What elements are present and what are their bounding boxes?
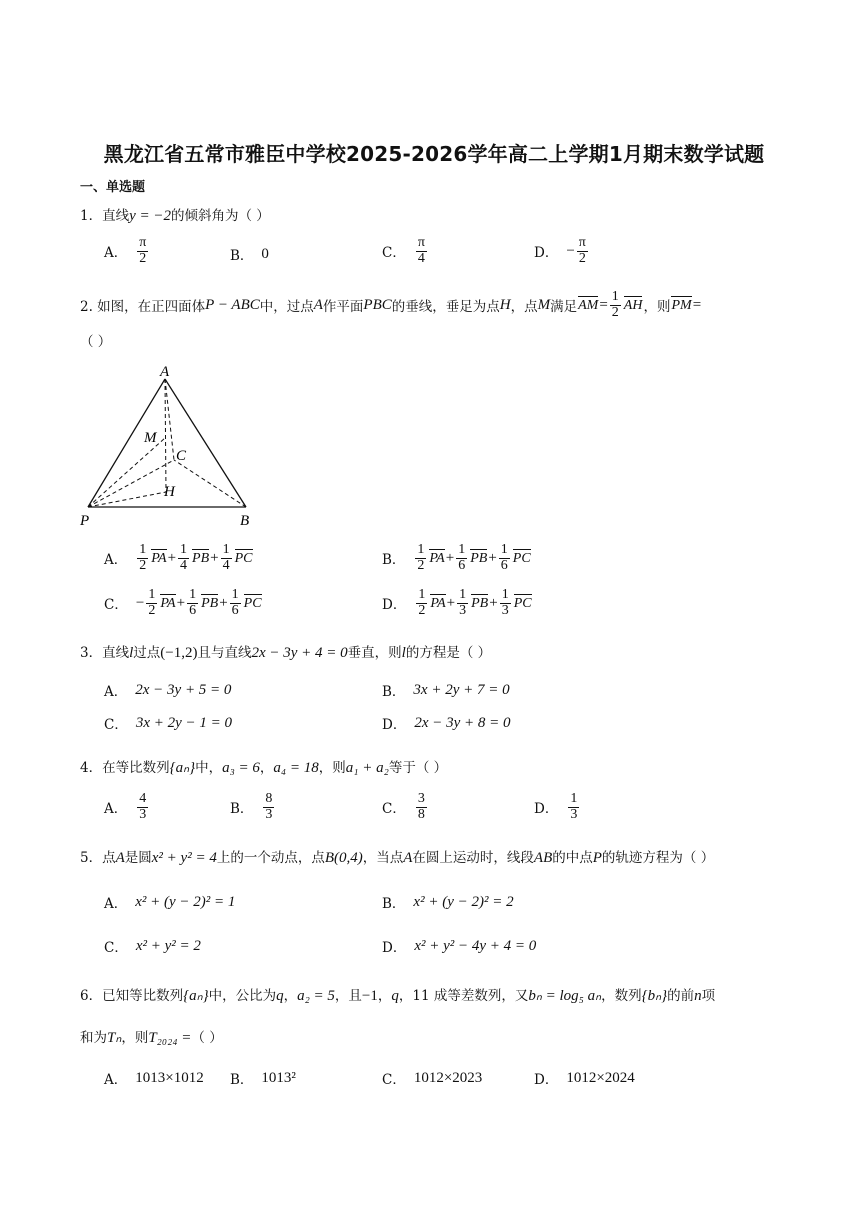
numerator: π: [417, 235, 425, 250]
option-value: x² + y² = 2: [135, 937, 201, 954]
vector: PM: [671, 298, 692, 314]
denominator: 2: [139, 557, 147, 573]
math-expr: A: [313, 296, 323, 313]
question-text: ，: [283, 988, 298, 1004]
option-label: B．: [382, 552, 406, 569]
option-3d[interactable]: [382, 713, 511, 733]
option-label: C．: [382, 1072, 406, 1088]
question-text: 和为: [80, 1030, 107, 1046]
question-text: ，点: [510, 299, 538, 316]
fraction: [610, 290, 621, 320]
denominator: 3: [459, 602, 467, 618]
math-expr: P: [592, 850, 602, 866]
math-expr: a₄ = 18: [273, 760, 319, 776]
option-2d[interactable]: [382, 588, 533, 618]
option-label: B．: [230, 1072, 254, 1088]
option-4b[interactable]: [230, 792, 276, 822]
option-value: 3x + 2y − 1 = 0: [135, 714, 233, 731]
denominator: 3: [501, 602, 509, 618]
question-number: 5．: [80, 850, 103, 866]
sign: +: [167, 549, 177, 566]
fraction: [416, 236, 427, 266]
fraction: [499, 543, 510, 573]
option-value: x² + (y − 2)² = 1: [135, 893, 236, 910]
question-number: 4．: [80, 760, 103, 776]
question-2-paren: （ ）: [80, 334, 112, 350]
math-expr: a₃ = 6: [222, 760, 260, 776]
option-value: 1012×2024: [566, 1069, 635, 1086]
vector: AM: [578, 298, 599, 314]
math-expr: {bₙ}: [641, 988, 668, 1004]
denominator: 6: [231, 602, 239, 618]
altitude-ah: [165, 379, 166, 492]
numerator: 1: [611, 289, 619, 304]
question-text: 垂直，则: [347, 645, 402, 661]
math-expr: B(0,4): [324, 850, 363, 866]
vector: PA: [430, 596, 446, 612]
tetrahedron-figure: [76, 360, 266, 530]
question-text: ，且: [334, 988, 362, 1004]
vector: PB: [201, 596, 219, 612]
denominator: 4: [222, 557, 230, 573]
math-expr: H: [499, 296, 511, 313]
option-label: C．: [104, 717, 128, 733]
option-3c[interactable]: [104, 713, 232, 733]
option-value: x² + (y − 2)² = 2: [413, 893, 514, 910]
question-text: 直线: [102, 645, 130, 661]
math-expr: {aₙ}: [183, 988, 209, 1004]
option-label: A．: [104, 245, 128, 262]
option-value: 3x + 2y + 7 = 0: [413, 681, 510, 698]
numerator: 1: [418, 587, 426, 602]
label-a: A: [160, 364, 170, 380]
math-expr: M: [537, 296, 551, 313]
option-4a[interactable]: [104, 792, 150, 822]
numerator: π: [139, 235, 147, 250]
question-text: 的垂线，垂足为点: [391, 299, 500, 316]
option-6a[interactable]: [104, 1068, 204, 1088]
math-expr: 2x − 3y + 4 = 0: [251, 645, 348, 661]
label-c: C: [176, 448, 187, 464]
segment-ph: [88, 492, 166, 507]
label-m: M: [144, 430, 157, 446]
denominator: 2: [418, 602, 426, 618]
sign: −: [566, 242, 575, 259]
numerator: 1: [148, 587, 156, 602]
math-expr: −1: [361, 988, 378, 1004]
math-expr: q: [391, 988, 399, 1004]
denominator: 2: [578, 250, 586, 266]
question-text: 项: [701, 988, 716, 1004]
question-6-line2: [80, 1026, 223, 1047]
vector: PC: [243, 596, 262, 612]
question-text: 在圆上运动时，线段: [412, 850, 534, 866]
question-text: 的倾斜角为（ ）: [171, 208, 270, 224]
option-label: D．: [534, 1072, 559, 1088]
option-label: A．: [104, 552, 128, 569]
question-text: ，数列: [601, 988, 642, 1004]
question-text: 是圆: [124, 850, 152, 866]
option-label: C．: [104, 940, 128, 956]
question-text: 中，过点: [259, 299, 314, 316]
option-label: C．: [382, 245, 406, 262]
numerator: 1: [570, 791, 578, 806]
fraction: [416, 792, 427, 822]
math-expr: a₂ = 5: [297, 988, 335, 1004]
option-value: 1013²: [261, 1069, 296, 1086]
option-5b[interactable]: [382, 892, 514, 912]
math-expr: q: [276, 988, 284, 1004]
option-2c[interactable]: [104, 588, 263, 618]
sign: +: [488, 549, 497, 566]
vector: PC: [513, 596, 532, 612]
math-expr: AB: [533, 850, 553, 866]
question-text: ，: [259, 760, 274, 776]
label-p: P: [80, 513, 90, 529]
math-expr: l: [401, 645, 406, 661]
option-label: C．: [104, 597, 128, 614]
math-expr: x² + y² = 4: [151, 850, 217, 866]
option-1b[interactable]: [230, 244, 269, 264]
fraction: [178, 543, 189, 573]
option-label: A．: [104, 896, 128, 912]
option-label: B．: [382, 896, 406, 912]
question-text: 的前: [667, 988, 695, 1004]
edge-pc: [88, 460, 174, 507]
question-text: 过点: [133, 645, 161, 661]
denominator: 4: [417, 250, 425, 266]
question-text: 的中点: [552, 850, 593, 866]
numerator: 1: [139, 542, 147, 557]
option-label: A．: [104, 1072, 128, 1088]
denominator: 2: [148, 602, 156, 618]
option-label: D．: [382, 940, 407, 956]
section-heading: 一、单选题: [80, 180, 146, 195]
question-number: 6．: [80, 988, 103, 1004]
sign: +: [219, 594, 228, 611]
option-value: 0: [261, 245, 269, 262]
question-text: 上的一个动点，点: [216, 850, 325, 866]
fraction: [456, 543, 467, 573]
question-text: 的方程是（ ）: [405, 645, 492, 661]
numerator: 1: [458, 542, 466, 557]
option-label: B．: [230, 248, 254, 264]
question-text: ，11 成等差数列，又: [398, 988, 529, 1004]
math-expr: PBC: [363, 296, 392, 313]
question-text: 直线: [102, 208, 130, 224]
denominator: 3: [139, 806, 147, 822]
question-text: ，则: [318, 760, 346, 776]
fraction: [137, 236, 148, 266]
question-text: 等于（ ）: [388, 760, 448, 776]
fraction: [568, 792, 579, 822]
numerator: 8: [265, 791, 273, 806]
question-text: 点: [102, 850, 116, 866]
option-label: D．: [534, 801, 559, 818]
option-label: A．: [104, 801, 128, 818]
vector: PC: [512, 551, 531, 567]
numerator: 1: [459, 587, 467, 602]
option-6b[interactable]: [230, 1068, 296, 1088]
option-6d[interactable]: [534, 1068, 635, 1088]
math-expr: A: [115, 850, 125, 866]
option-label: C．: [382, 801, 406, 818]
label-b: B: [240, 513, 250, 529]
denominator: 6: [189, 602, 197, 618]
numerator: 1: [417, 542, 425, 557]
option-label: A．: [104, 684, 128, 700]
sign: −: [135, 594, 145, 611]
option-2b[interactable]: [382, 543, 532, 573]
option-1d[interactable]: [534, 236, 590, 266]
fraction: [221, 543, 232, 573]
sign: +: [176, 594, 186, 611]
question-1: [80, 204, 270, 225]
question-text: 中，公比为: [208, 988, 277, 1004]
question-3: [80, 641, 491, 662]
vector: PC: [234, 551, 253, 567]
label-h: H: [164, 484, 175, 500]
option-value: x² + y² − 4y + 4 = 0: [414, 937, 537, 954]
numerator: π: [578, 235, 586, 250]
denominator: 3: [570, 806, 578, 822]
question-6: [80, 984, 715, 1005]
question-text: 在等比数列: [102, 760, 170, 776]
question-text: 的轨迹方程为（ ）: [601, 850, 715, 866]
numerator: 4: [139, 791, 147, 806]
sign: +: [489, 594, 498, 611]
option-value: 1013×1012: [135, 1069, 204, 1086]
vector: PA: [151, 551, 167, 567]
math-expr: A: [403, 850, 413, 866]
numerator: 1: [231, 587, 239, 602]
question-2: [80, 290, 701, 320]
option-label: D．: [382, 717, 407, 733]
option-5a[interactable]: [104, 892, 235, 912]
denominator: 8: [417, 806, 425, 822]
numerator: 3: [417, 791, 425, 806]
fraction: [187, 588, 198, 618]
option-2a[interactable]: [104, 543, 254, 573]
vector: PA: [429, 551, 445, 567]
option-value: 2x − 3y + 8 = 0: [414, 714, 511, 731]
fraction: [415, 543, 426, 573]
question-text: ，当点: [362, 850, 404, 866]
option-label: D．: [382, 597, 407, 614]
math-expr: T₂₀₂₄ =: [148, 1030, 192, 1046]
math-expr: a₁ + a₂: [345, 760, 389, 776]
question-text: 2. 如图，在正四面体: [80, 299, 206, 316]
fraction: [146, 588, 157, 618]
page-title: 黑龙江省五常市雅臣中学校2025-2026学年高二上学期1月期末数学试题: [103, 142, 765, 166]
math-expr: bₙ = log₅ aₙ: [528, 988, 602, 1004]
question-4: [80, 756, 447, 777]
numerator: 1: [501, 587, 509, 602]
option-label: B．: [230, 801, 254, 818]
option-value: 1012×2023: [413, 1069, 483, 1086]
question-number: 1．: [80, 208, 103, 224]
question-text: 已知等比数列: [102, 988, 184, 1004]
edge-ab: [165, 379, 246, 507]
numerator: 1: [500, 542, 508, 557]
question-text: ，: [377, 988, 392, 1004]
question-text: （ ）: [191, 1030, 223, 1046]
math-expr: Tₙ: [107, 1030, 122, 1046]
option-1c[interactable]: [382, 236, 429, 266]
question-text: 作平面: [322, 299, 364, 316]
math-expr: (−1,2): [160, 645, 198, 661]
math-expr: n: [694, 988, 702, 1004]
math-expr: y = −2: [129, 208, 171, 224]
denominator: 3: [265, 806, 273, 822]
option-4c[interactable]: [382, 792, 429, 822]
vector: PA: [160, 596, 176, 612]
question-text: 且与直线: [197, 645, 252, 661]
question-text: 中，: [195, 760, 223, 776]
option-value: 2x − 3y + 5 = 0: [135, 681, 232, 698]
fraction: [457, 588, 468, 618]
question-text: ，则: [121, 1030, 149, 1046]
option-5c[interactable]: [104, 936, 201, 956]
question-text: 满足: [550, 299, 578, 316]
fraction: [500, 588, 511, 618]
option-4d[interactable]: [534, 792, 581, 822]
option-1a[interactable]: [104, 236, 150, 266]
math-expr: l: [129, 645, 134, 661]
numerator: 1: [189, 587, 197, 602]
denominator: 4: [180, 557, 188, 573]
question-number: 3．: [80, 645, 103, 661]
vector: PB: [471, 596, 489, 612]
sign: +: [446, 594, 456, 611]
option-3a[interactable]: [104, 680, 231, 700]
fraction: [416, 588, 427, 618]
math-expr: =: [599, 296, 608, 313]
denominator: 2: [417, 557, 425, 573]
math-expr: =: [692, 296, 702, 313]
numerator: 1: [180, 542, 188, 557]
fraction: [263, 792, 274, 822]
vector: AH: [623, 298, 643, 314]
sign: +: [210, 549, 219, 566]
math-expr: {aₙ}: [169, 760, 196, 776]
segment-pm: [88, 438, 165, 507]
fraction: [230, 588, 241, 618]
vector: PB: [192, 551, 210, 567]
edge-bc: [174, 460, 246, 507]
denominator: 6: [500, 557, 508, 573]
fraction: [577, 236, 588, 266]
vector: PB: [470, 551, 488, 567]
question-5: [80, 846, 714, 867]
fraction: [137, 792, 148, 822]
denominator: 2: [139, 250, 147, 266]
option-3b[interactable]: [382, 680, 510, 700]
fraction: [137, 543, 148, 573]
option-label: B．: [382, 684, 406, 700]
denominator: 2: [611, 304, 619, 320]
option-5d[interactable]: [382, 936, 536, 956]
option-label: D．: [534, 245, 559, 262]
math-expr: P − ABC: [205, 296, 260, 313]
option-6c[interactable]: [382, 1068, 482, 1088]
question-text: ，则: [643, 299, 671, 316]
denominator: 6: [458, 557, 466, 573]
sign: +: [445, 549, 455, 566]
numerator: 1: [222, 542, 230, 557]
